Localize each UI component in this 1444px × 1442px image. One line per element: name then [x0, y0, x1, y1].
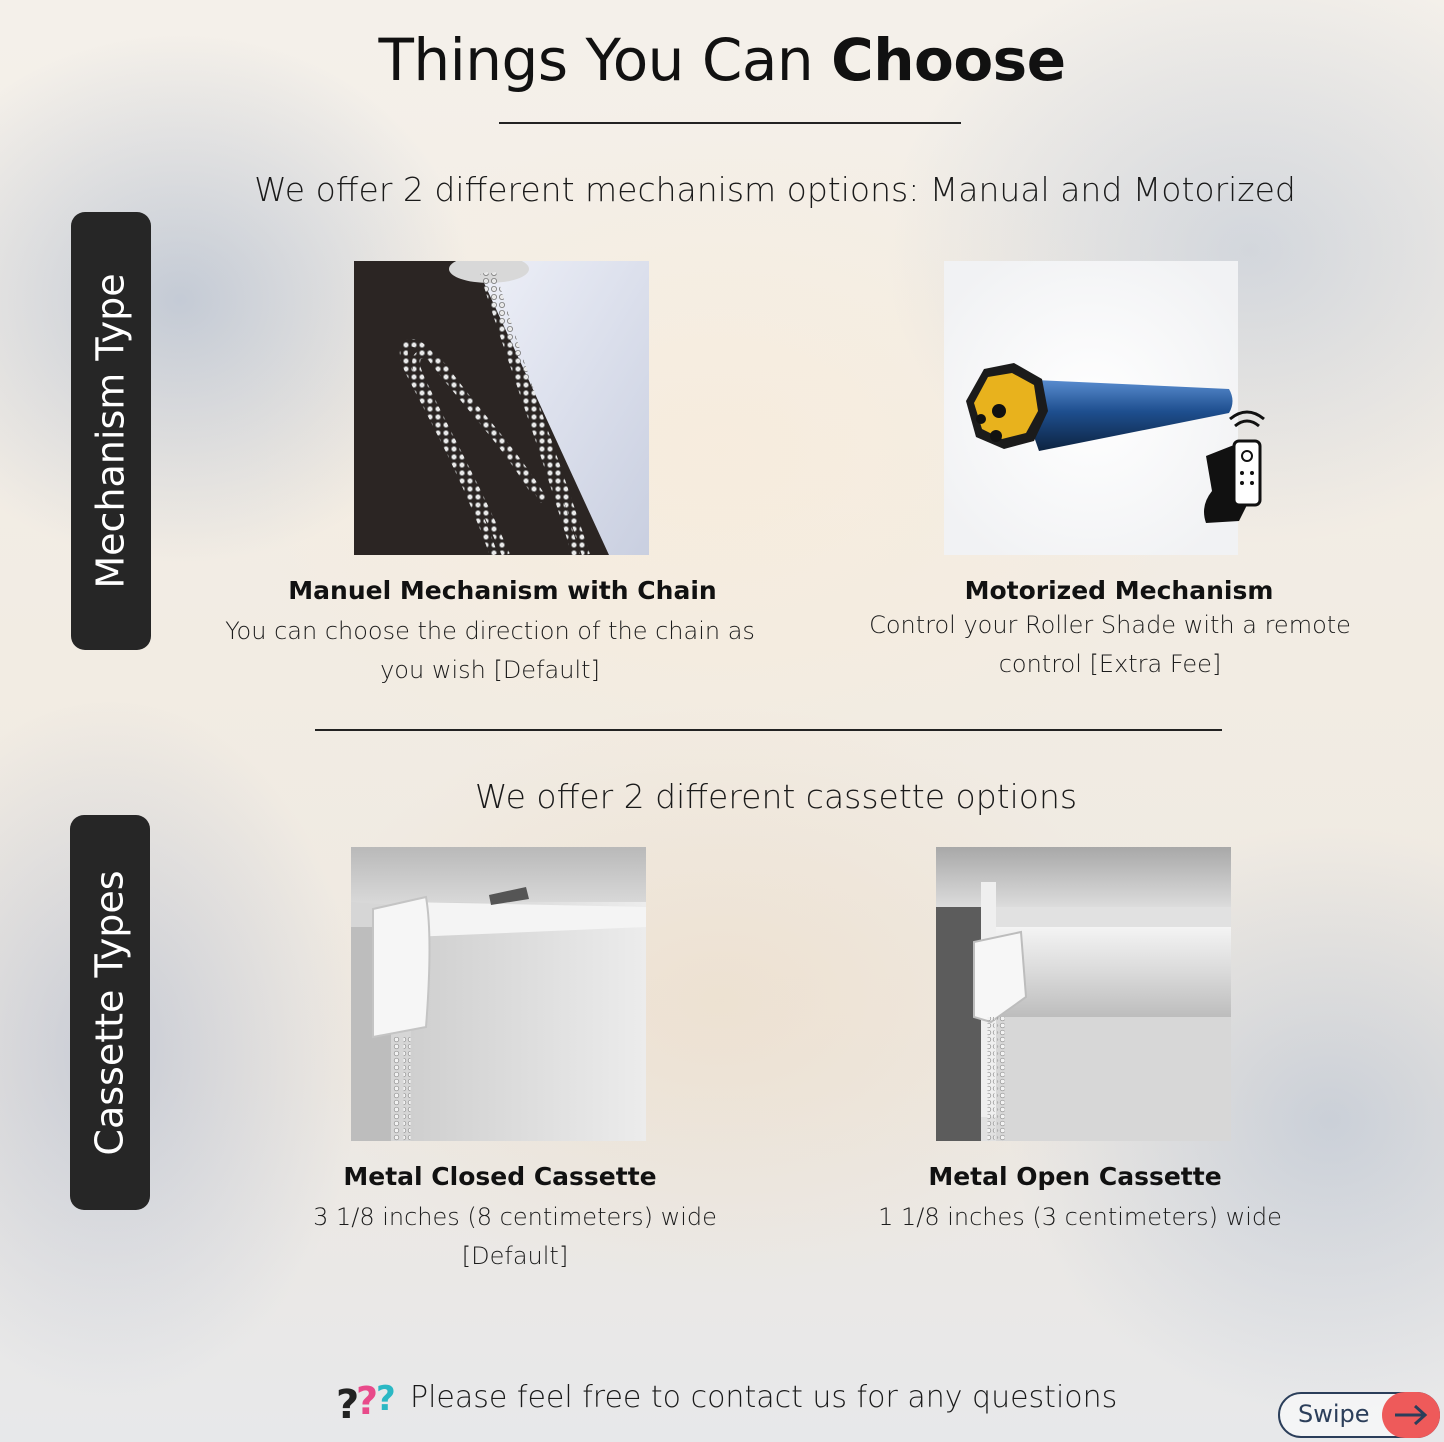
- open-cassette-image: [936, 847, 1231, 1141]
- chain-illustration: [354, 261, 649, 555]
- swipe-button[interactable]: [1278, 1392, 1440, 1438]
- closed-cassette-illustration: [351, 847, 646, 1141]
- manual-mechanism-desc-1: You can choose the direction of the chain as: [225, 617, 755, 645]
- page-title-bold: Choose: [831, 26, 1066, 94]
- swipe-label: Swipe: [1298, 1400, 1370, 1428]
- chain-mechanism-image: [354, 261, 649, 555]
- contact-footer-text: Please feel free to contact us for any questions: [410, 1380, 1118, 1415]
- motorized-mechanism-desc-1: Control your Roller Shade with a remote: [869, 611, 1351, 639]
- cassette-types-tab: [70, 815, 150, 1210]
- svg-text:?: ?: [376, 1379, 396, 1419]
- motor-illustration: [944, 261, 1274, 555]
- section-divider: [315, 729, 1222, 731]
- closed-cassette-image: [351, 847, 646, 1141]
- question-marks-icon: [336, 1378, 402, 1426]
- closed-cassette-desc-1: 3 1/8 inches (8 centimeters) wide: [313, 1203, 717, 1231]
- motorized-mechanism-title: Motorized Mechanism: [964, 576, 1274, 605]
- closed-cassette-title: Metal Closed Cassette: [343, 1162, 657, 1191]
- motorized-mechanism-image: [944, 261, 1274, 555]
- title-divider: [499, 122, 961, 124]
- cassette-intro: We offer 2 different cassette options: [474, 777, 1078, 816]
- open-cassette-illustration: [936, 847, 1231, 1141]
- closed-cassette-desc-2: [Default]: [461, 1242, 569, 1270]
- cassette-types-label: Cassette Types: [88, 869, 133, 1156]
- motorized-mechanism-desc-2: control [Extra Fee]: [998, 650, 1222, 678]
- open-cassette-title: Metal Open Cassette: [928, 1162, 1222, 1191]
- manual-mechanism-title: Manuel Mechanism with Chain: [288, 576, 717, 605]
- page-title-normal: Things You Can: [378, 26, 814, 94]
- svg-text:?: ?: [336, 1382, 360, 1426]
- open-cassette-desc-1: 1 1/8 inches (3 centimeters) wide: [878, 1203, 1282, 1231]
- arrow-right-icon: [1382, 1392, 1440, 1438]
- mechanism-type-tab: [71, 212, 151, 650]
- page-title: [0, 26, 1444, 94]
- svg-text:?: ?: [356, 1379, 379, 1423]
- mechanism-type-label: Mechanism Type: [89, 273, 133, 589]
- mechanism-intro: We offer 2 different mechanism options: Manual and Motorized: [254, 170, 1296, 209]
- manual-mechanism-desc-2: you wish [Default]: [380, 656, 600, 684]
